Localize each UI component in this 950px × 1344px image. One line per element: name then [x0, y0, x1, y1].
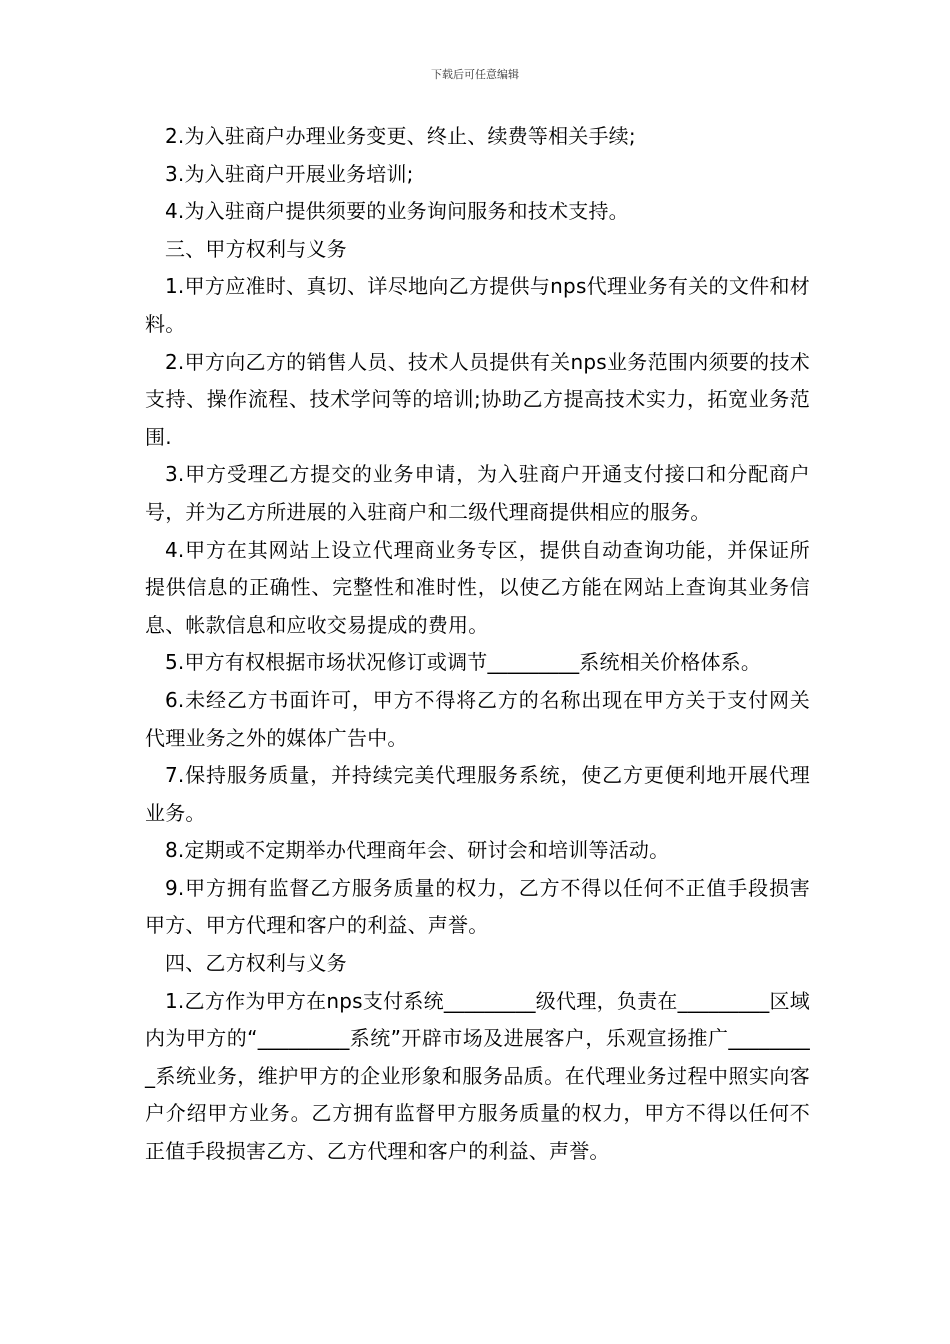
party-a-clause-2: 2.甲方向乙方的销售人员、技术人员提供有关nps业务范围内须要的技术支持、操作流程、技术学问等的培训;协助乙方提高技术实力，拓宽业务范围. — [145, 349, 810, 449]
party-a-clause-6: 6.未经乙方书面许可，甲方不得将乙方的名称出现在甲方关于支付网关代理业务之外的媒体广告中。 — [145, 687, 810, 750]
page-header: 下载后可任意编辑 — [431, 68, 519, 81]
party-a-clause-5: 5.甲方有权根据市场状况修订或调节_________系统相关价格体系。 — [165, 650, 762, 675]
paragraph-item-3-training: 3.为入驻商户开展业务培训; — [165, 161, 414, 186]
party-a-clause-1: 1.甲方应准时、真切、详尽地向乙方提供与nps代理业务有关的文件和材料。 — [145, 274, 810, 336]
document-body — [145, 118, 810, 1171]
party-a-clause-8: 8.定期或不定期举办代理商年会、研讨会和培训等活动。 — [165, 838, 670, 863]
party-a-clause-7: 7.保持服务质量，并持续完美代理服务系统，使乙方更便利地开展代理业务。 — [145, 763, 810, 825]
paragraph-item-4-consulting: 4.为入驻商户提供须要的业务询问服务和技术支持。 — [165, 199, 629, 224]
party-b-clause-1: 1.乙方作为甲方在nps支付系统_________级代理，负责在_________区域内为甲方的“_________系统”开辟市场及进展客户，乐观宣扬推广_________系统业务，维护甲方的企业形象和服务品质。在代理业务过程中照实向客户介绍甲方业务。乙方拥有监督甲方服务质量的权力，甲方不得以任何不正值手段损害乙方、乙方代理和客户的利益、声誉。 — [145, 988, 810, 1164]
paragraph-item-2-business-change: 2.为入驻商户办理业务变更、终止、续费等相关手续; — [165, 124, 636, 148]
party-a-clause-9: 9.甲方拥有监督乙方服务质量的权力，乙方不得以任何不正值手段损害甲方、甲方代理和客户的利益、声誉。 — [145, 875, 810, 938]
party-a-clause-3: 3.甲方受理乙方提交的业务申请，为入驻商户开通支付接口和分配商户号，并为乙方所进展的入驻商户和二级代理商提供相应的服务。 — [145, 462, 810, 524]
party-a-clause-4: 4.甲方在其网站上设立代理商业务专区，提供自动查询功能，并保证所提供信息的正确性、完整性和准时性，以使乙方能在网站上查询其业务信息、帐款信息和应收交易提成的费用。 — [145, 537, 810, 637]
section-heading-party-a: 三、甲方权利与义务 — [165, 236, 347, 261]
section-heading-party-b: 四、乙方权利与义务 — [165, 951, 347, 976]
